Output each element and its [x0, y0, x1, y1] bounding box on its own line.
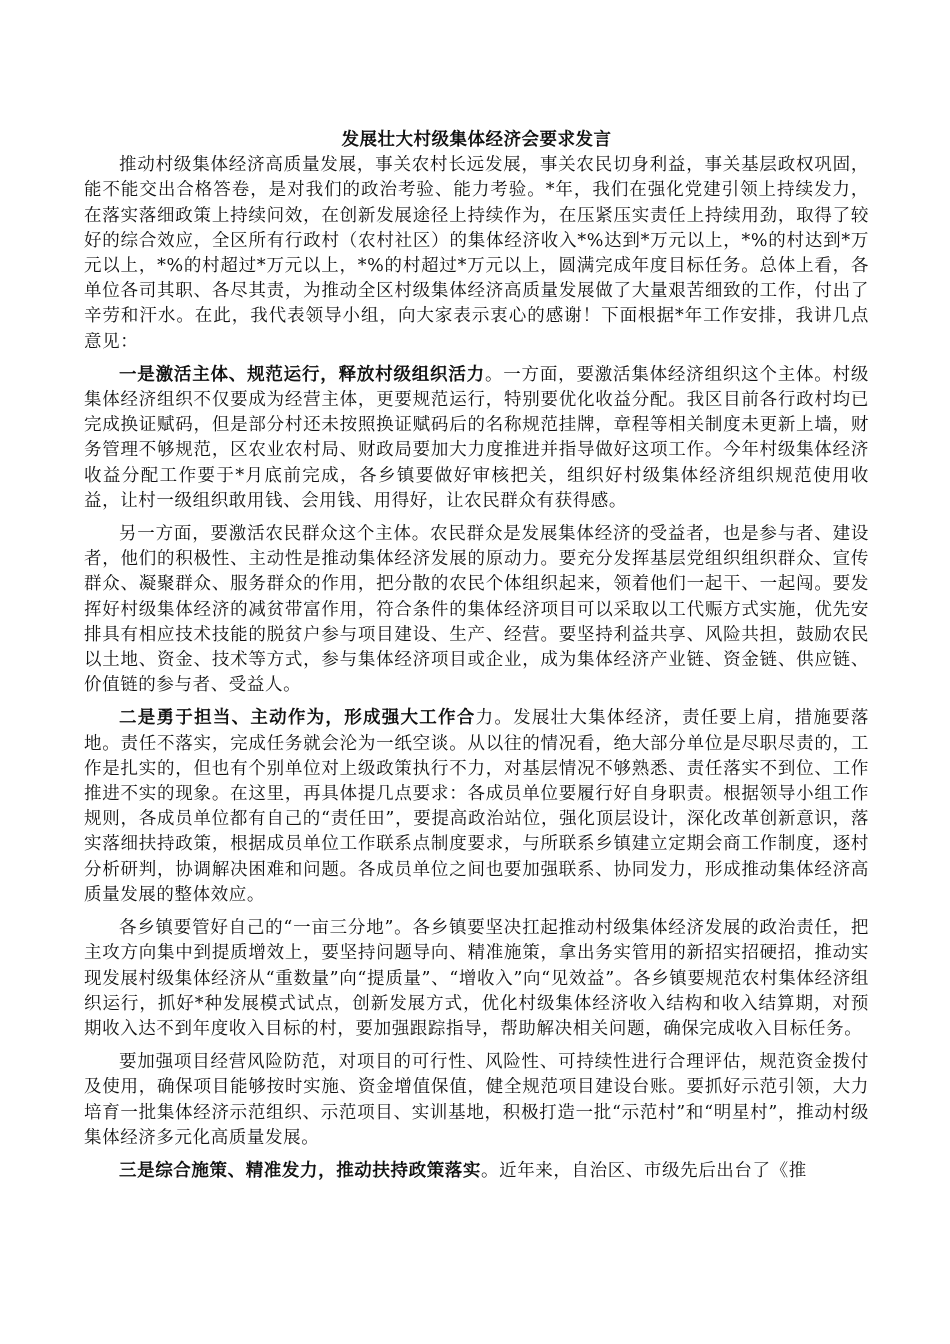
paragraph-heading: 二是勇于担当、主动作为，形成强大工作合 — [119, 708, 476, 729]
paragraph-intro — [84, 153, 869, 355]
paragraph-point-one-continued — [84, 522, 869, 698]
paragraph-heading: 一是激活主体、规范运行，释放村级组织活力 — [119, 364, 485, 385]
paragraph-text: 要加强项目经营风险防范，对项目的可行性、风险性、可持续性进行合理评估，规范资金拨付及使用，确保项目能够按时实施、资金增值保值，健全规范项目建设台账。要抓好示范引领，大力培育一批集体经济示范组织、示范项目、实训基地，积极打造一批“示范村”和“明星村”，推动村级集体经济多元化高质量发展。 — [84, 1052, 869, 1148]
paragraph-text: 力。发展壮大集体经济，责任要上肩，措施要落地。责任不落实，完成任务就会沦为一纸空谈。从以往的情况看，绝大部分单位是尽职尽责的，工作是扎实的，但也有个别单位对上级政策执行不力，对基层情况不够熟悉、责任落实不到位、工作推进不实的现象。在这里，再具体提几点要求：各成员单位要履行好自身职责。根据领导小组工作规则，各成员单位都有自己的“责任田”，要提高政治站位，强化顶层设计，深化改革创新意识，落实落细扶持政策，根据成员单位工作联系点制度要求，与所联系乡镇建立定期会商工作制度，逐村分析研判，协调解决困难和问题。各成员单位之间也要加强联系、协同发力，形成推动集体经济高质量发展的整体效应。 — [84, 708, 869, 905]
paragraph-text: 。一方面，要激活集体经济组织这个主体。村级集体经济组织不仅要成为经营主体，更要规范运行，特别要优化收益分配。我区目前各行政村均已完成换证赋码，但是部分村还未按照换证赋码后的名称规范挂牌，章程等相关制度未更新上墙，财务管理不够规范，区农业农村局、财政局要加大力度推进并指导做好这项工作。今年村级集体经济收益分配工作要于*月底前完成，各乡镇要做好审核把关，组织好村级集体经济组织规范使用收益，让村一级组织敢用钱、会用钱、用得好，让农民群众有获得感。 — [84, 364, 869, 511]
paragraph-townships — [84, 916, 869, 1042]
paragraph-text: 各乡镇要管好自己的“一亩三分地”。各乡镇要坚决扛起推动村级集体经济发展的政治责任，把主攻方向集中到提质增效上，要坚持问题导向、精准施策，拿出务实管用的新招实招硬招，推动实现发展村级集体经济从“重数量”向“提质量”、“增收入”向“见效益”。各乡镇要规范农村集体经济组织运行，抓好*种发展模式试点，创新发展方式，优化村级集体经济收入结构和收入结算期，对预期收入达不到年度收入目标的村，要加强跟踪指导，帮助解决相关问题，确保完成收入目标任务。 — [84, 918, 869, 1039]
paragraph-point-one — [84, 363, 869, 514]
paragraph-heading: 三是综合施策、精准发力，推动扶持政策落实 — [119, 1160, 481, 1181]
paragraph-text: 另一方面，要激活农民群众这个主体。农民群众是发展集体经济的受益者，也是参与者、建设者，他们的积极性、主动性是推动集体经济发展的原动力。要充分发挥基层党组织组织群众、宣传群众、凝聚群众、服务群众的作用，把分散的农民个体组织起来，领着他们一起干、一起闯。要发挥好村级集体经济的减贫带富作用，符合条件的集体经济项目可以采取以工代赈方式实施，优先安排具有相应技术技能的脱贫户参与项目建设、生产、经营。要坚持利益共享、风险共担，鼓励农民以土地、资金、技术等方式，参与集体经济项目或企业，成为集体经济产业链、资金链、供应链、价值链的参与者、受益人。 — [84, 524, 869, 696]
paragraph-text: 。近年来，自治区、市级先后出台了《推 — [481, 1160, 807, 1181]
paragraph-risk — [84, 1050, 869, 1151]
document-page — [84, 128, 869, 1184]
paragraph-text: 推动村级集体经济高质量发展，事关农村长远发展，事关农民切身利益，事关基层政权巩固，能不能交出合格答卷，是对我们的政治考验、能力考验。*年，我们在强化党建引领上持续发力，在落实落细政策上持续问效，在创新发展途径上持续作为，在压紧压实责任上持续用劲，取得了较好的综合效应，全区所有行政村（农村社区）的集体经济收入*%达到*万元以上，*%的村达到*万元以上，*%的村超过*万元以上，*%的村超过*万元以上，圆满完成年度目标任务。总体上看，各单位各司其职、各尽其责，为推动全区村级集体经济高质量发展做了大量艰苦细致的工作，付出了辛劳和汗水。在此，我代表领导小组，向大家表示衷心的感谢！下面根据*年工作安排，我讲几点意见： — [84, 155, 869, 352]
paragraph-point-two — [84, 706, 869, 908]
document-title: 发展壮大村级集体经济会要求发言 — [341, 130, 612, 150]
paragraph-point-three — [84, 1159, 869, 1184]
